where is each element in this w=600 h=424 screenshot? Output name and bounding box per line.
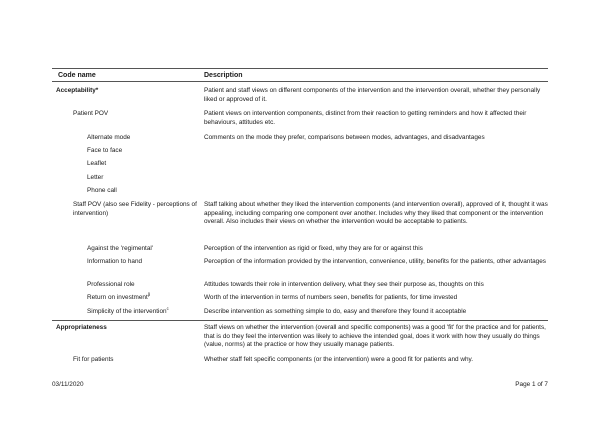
code-name: Appropriateness — [56, 324, 107, 331]
code-name: Alternate mode — [87, 134, 131, 141]
code-description: Patient and staff views on different components of the intervention and the intervention overall, whether they personally liked or approved of it. — [204, 87, 541, 103]
code-description: Perception of the intervention as rigid or fixed, why they are for or against this — [204, 245, 423, 252]
footnote-marker: c — [166, 305, 169, 311]
code-name: Fit for patients — [73, 356, 114, 363]
code-name: Patient POV — [73, 110, 109, 117]
code-name-text: Return on investment — [87, 294, 148, 301]
code-description: Worth of the intervention in terms of numbers seen, benefits for patients, for time invested — [204, 294, 458, 301]
footer-page-number: Page 1 of 7 — [515, 381, 548, 388]
code-name: Acceptability* — [56, 87, 99, 94]
code-description: Staff views on whether the intervention (overall and specific components) was a good 'fit' for the practice and for patients, that is do they feel the intervention was likely to achieve the intended goal, does it work with how they usually do things (value, norms) at the practice or how they usually manage patients. — [204, 324, 546, 349]
header-description: Description — [204, 72, 243, 79]
footer-date: 03/11/2020 — [52, 381, 84, 388]
code-name-text: Simplicity of the intervention — [87, 308, 167, 315]
code-description: Staff talking about whether they liked the intervention components (and intervention overall), approved of it, thought it was appealing, including comparing one component over another. Includes why they liked that component or the intervention overall. Also includes their views on whether the intervention would be acceptable to patients. — [204, 201, 548, 226]
code-name: Staff POV (also see Fidelity - perceptions of intervention) — [73, 201, 197, 217]
code-name: Leaflet — [87, 160, 107, 167]
code-description: Attitudes towards their role in intervention delivery, what they see their purpose as, thoughts on this — [204, 281, 484, 288]
code-description: Patient views on intervention components, distinct from their reaction to getting reminders and how it affected their behaviours, attitudes etc. — [204, 110, 527, 126]
header-rule — [52, 81, 548, 82]
table-top-rule — [52, 68, 548, 69]
code-description: Describe intervention as something simple to do, easy and therefore they found it acceptable — [204, 308, 467, 315]
code-name: Information to hand — [87, 258, 143, 265]
code-name: Phone call — [87, 187, 117, 194]
code-name: Face to face — [87, 147, 123, 154]
code-description: Perception of the information provided by the intervention, convenience, utility, benefits for the patients, other advantages — [204, 258, 546, 265]
code-name — [87, 305, 169, 317]
section-rule — [52, 320, 548, 321]
header-code-name: Code name — [58, 72, 96, 79]
code-name: Professional role — [87, 281, 135, 288]
code-description: Whether staff felt specific components (or the intervention) were a good fit for patients and why. — [204, 356, 474, 363]
code-name: Against the 'regimental' — [87, 245, 154, 252]
code-description: Comments on the mode they prefer, comparisons between modes, advantages, and disadvantages — [204, 134, 485, 141]
code-name: Letter — [87, 174, 104, 181]
footnote-marker: β — [147, 291, 151, 297]
code-name — [87, 291, 151, 303]
